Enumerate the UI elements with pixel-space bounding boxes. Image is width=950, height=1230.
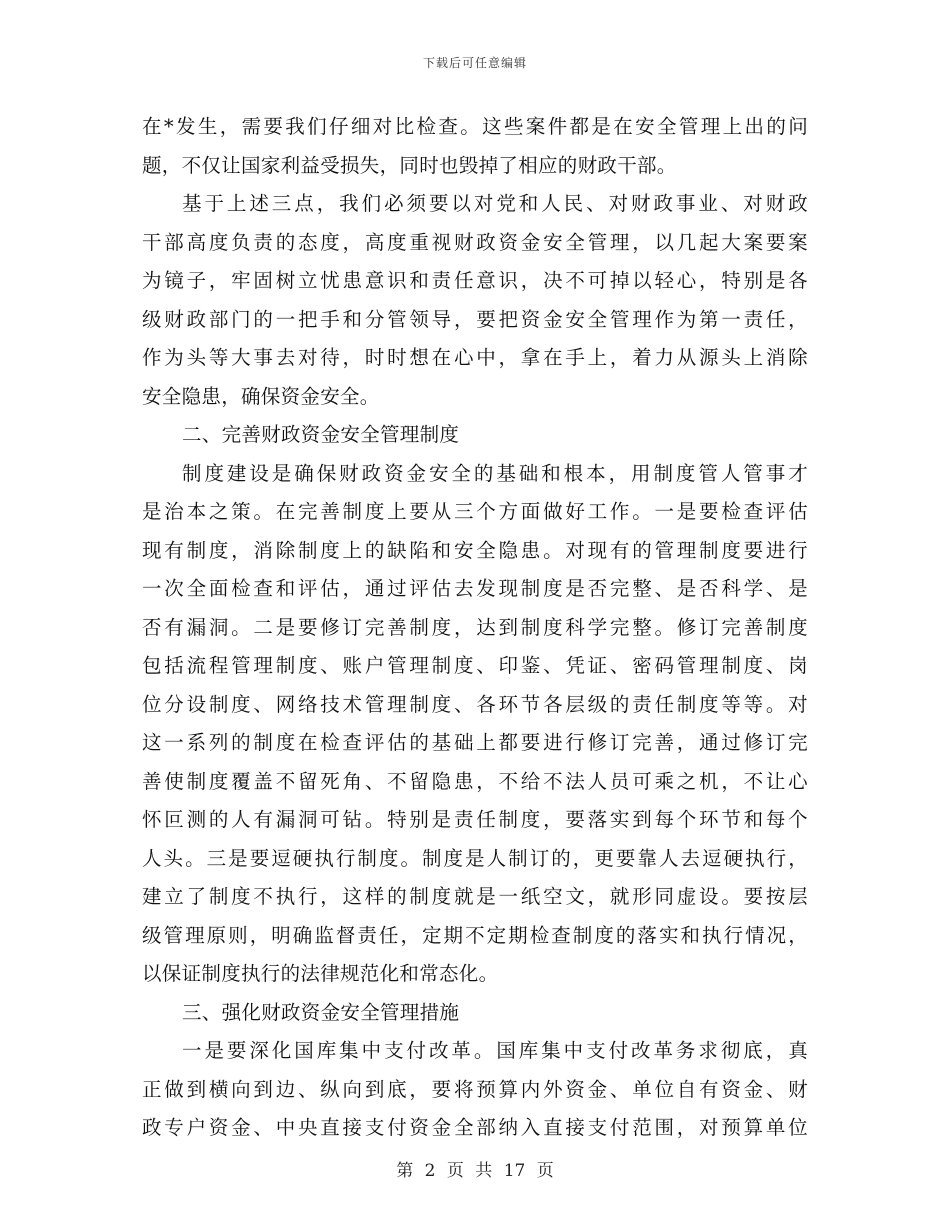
text-line: 现有制度，消除制度上的缺陷和安全隐患。对现有的管理制度要进行 xyxy=(142,538,808,562)
text-line: 善使制度覆盖不留死角、不留隐患，不给不法人员可乘之机，不让心 xyxy=(142,769,808,793)
text-line: 基于上述三点，我们必须要以对党和人民、对财政事业、对财政 xyxy=(182,192,808,215)
text-line: 怀叵测的人有漏洞可钻。特别是责任制度，要落实到每个环节和每个 xyxy=(142,808,808,831)
text-line: 正做到横向到边、纵向到底，要将预算内外资金、单位自有资金、财 xyxy=(142,1077,808,1101)
text-line: 在*发生，需要我们仔细对比检查。这些案件都是在安全管理上出的问 xyxy=(142,115,808,138)
text-line: 否有漏洞。二是要修订完善制度，达到制度科学完整。修订完善制度 xyxy=(142,615,808,639)
text-line: 以保证制度执行的法律规范化和常态化。 xyxy=(142,962,499,985)
text-line: 建立了制度不执行，这样的制度就是一纸空文，就形同虚设。要按层 xyxy=(142,885,808,908)
page-number: 第 2 页 共 17 页 xyxy=(396,1161,554,1181)
text-line: 一是要深化国库集中支付改革。国库集中支付改革务求彻底，真 xyxy=(182,1039,808,1062)
text-line: 政专户资金、中央直接支付资金全部纳入直接支付范围，对预算单位 xyxy=(142,1116,808,1139)
text-line: 位分设制度、网络技术管理制度、各环节各层级的责任制度等等。对 xyxy=(142,692,808,716)
text-line: 人头。三是要逗硬执行制度。制度是人制订的，更要靠人去逗硬执行， xyxy=(142,846,808,870)
text-line: 二、完善财政资金安全管理制度 xyxy=(182,423,460,446)
text-line: 安全隐患，确保资金安全。 xyxy=(142,384,380,408)
text-line: 级财政部门的一把手和分管领导，要把资金安全管理作为第一责任， xyxy=(142,307,808,331)
text-line: 制度建设是确保财政资金安全的基础和根本，用制度管人管事才 xyxy=(182,461,808,485)
text-line: 这一系列的制度在检查评估的基础上都要进行修订完善，通过修订完 xyxy=(142,731,808,754)
document-body xyxy=(142,108,808,1148)
text-line: 干部高度负责的态度，高度重视财政资金安全管理，以几起大案要案 xyxy=(142,230,808,254)
page-header-note: 下载后可任意编辑 xyxy=(422,56,527,70)
text-line: 题，不仅让国家利益受损失，同时也毁掉了相应的财政干部。 xyxy=(142,153,677,177)
text-line: 三、强化财政资金安全管理措施 xyxy=(182,1000,460,1024)
text-line: 包括流程管理制度、账户管理制度、印鉴、凭证、密码管理制度、岗 xyxy=(142,654,808,677)
text-line: 一次全面检查和评估，通过评估去发现制度是否完整、是否科学、是 xyxy=(142,577,808,600)
text-line: 作为头等大事去对待，时时想在心中，拿在手上，着力从源头上消除 xyxy=(142,346,808,369)
text-line: 为镜子，牢固树立忧患意识和责任意识，决不可掉以轻心，特别是各 xyxy=(142,269,808,292)
text-line: 是治本之策。在完善制度上要从三个方面做好工作。一是要检查评估 xyxy=(142,500,808,523)
text-line: 级管理原则，明确监督责任，定期不定期检查制度的落实和执行情况， xyxy=(142,923,808,947)
